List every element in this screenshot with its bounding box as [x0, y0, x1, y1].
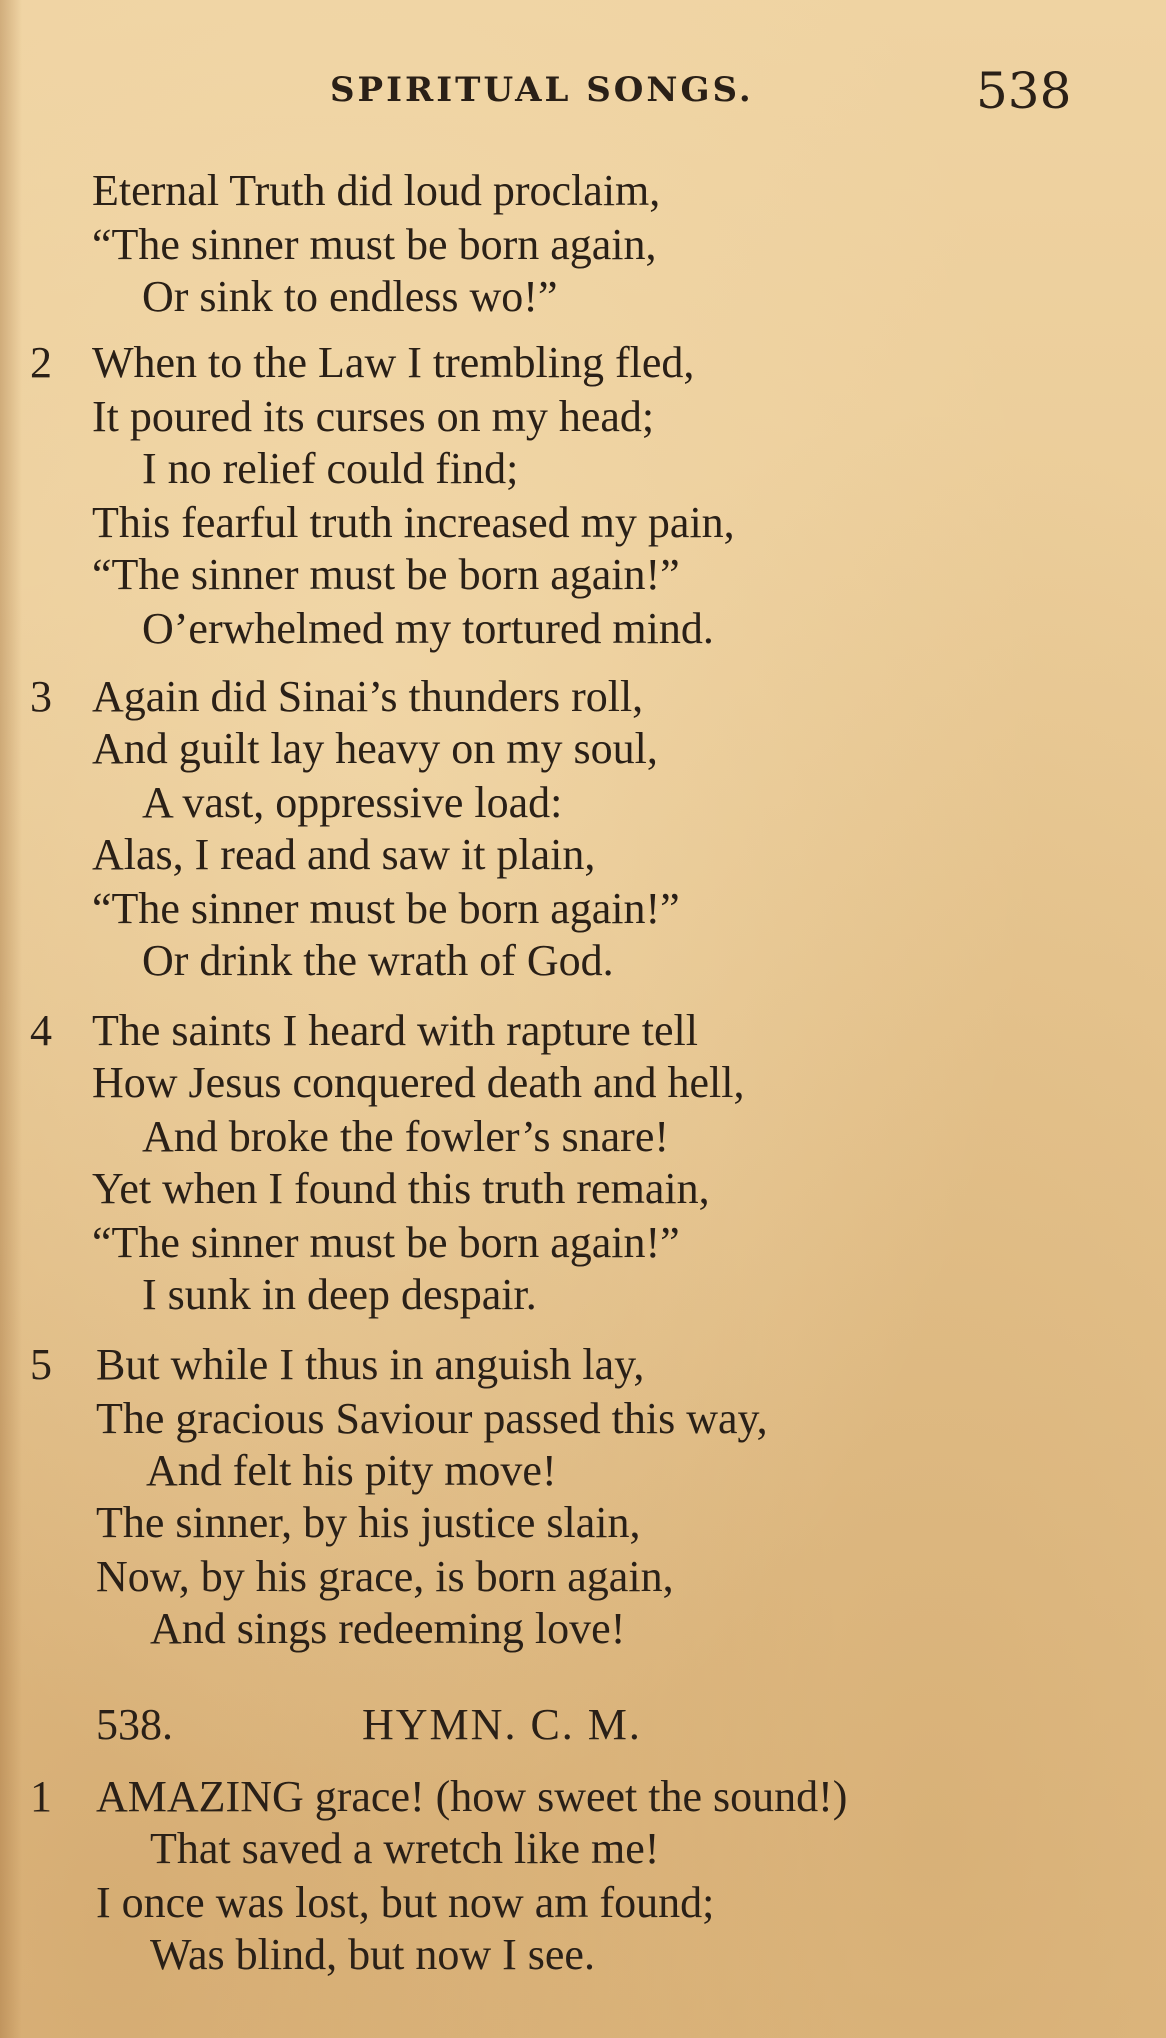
verse-number: 3	[30, 672, 52, 721]
continuation-line: “The sinner must be born again,	[92, 220, 657, 269]
verse-line: The gracious Saviour passed this way,	[96, 1394, 768, 1443]
verse-line: Was blind, but now I see.	[150, 1930, 595, 1979]
verse-number: 5	[30, 1340, 52, 1389]
running-header	[0, 62, 1166, 122]
verse-number: 2	[30, 338, 52, 387]
verse-line: The saints I heard with rapture tell	[92, 1006, 699, 1055]
verse-line: I no relief could find;	[142, 444, 519, 493]
hymn-number: 538.	[96, 1700, 173, 1749]
verse-line: Again did Sinai’s thunders roll,	[92, 672, 644, 721]
verse-line: I sunk in deep despair.	[142, 1270, 537, 1319]
continuation-line: Or sink to endless wo!”	[142, 272, 558, 321]
verse-line: And felt his pity move!	[146, 1446, 557, 1495]
hymn-meter-label: HYMN. C. M.	[362, 1700, 642, 1749]
verse-line: Or drink the wrath of God.	[142, 936, 614, 985]
verse-line: I once was lost, but now am found;	[96, 1878, 715, 1927]
verse-line: And sings redeeming love!	[150, 1604, 626, 1653]
verse-line: It poured its curses on my head;	[92, 392, 655, 441]
verse-line: Now, by his grace, is born again,	[96, 1552, 674, 1601]
running-title: SPIRITUAL SONGS.	[330, 70, 754, 110]
verse-line: AMAZING grace! (how sweet the sound!)	[96, 1772, 848, 1821]
continuation-line: Eternal Truth did loud proclaim,	[92, 166, 661, 215]
verse-line: O’erwhelmed my tortured mind.	[142, 604, 714, 653]
verse-line: Alas, I read and saw it plain,	[92, 830, 596, 879]
verse-line: But while I thus in anguish lay,	[96, 1340, 645, 1389]
verse-line: When to the Law I trembling fled,	[92, 338, 695, 387]
verse-line: Yet when I found this truth remain,	[92, 1164, 710, 1213]
verse-line: How Jesus conquered death and hell,	[92, 1058, 745, 1107]
verse-line: The sinner, by his justice slain,	[96, 1498, 641, 1547]
verse-line: And guilt lay heavy on my soul,	[92, 724, 658, 773]
verse-line: “The sinner must be born again!”	[92, 884, 680, 933]
verse-number: 1	[30, 1772, 52, 1821]
verse-line: This fearful truth increased my pain,	[92, 498, 735, 547]
verse-number: 4	[30, 1006, 52, 1055]
verse-line: And broke the fowler’s snare!	[142, 1112, 670, 1161]
hymn-heading	[0, 1698, 1166, 1758]
page-number: 538	[976, 62, 1072, 120]
verse-line: “The sinner must be born again!”	[92, 550, 680, 599]
verse-line: That saved a wretch like me!	[150, 1824, 660, 1873]
verse-line: “The sinner must be born again!”	[92, 1218, 680, 1267]
verse-line: A vast, oppressive load:	[142, 778, 563, 827]
